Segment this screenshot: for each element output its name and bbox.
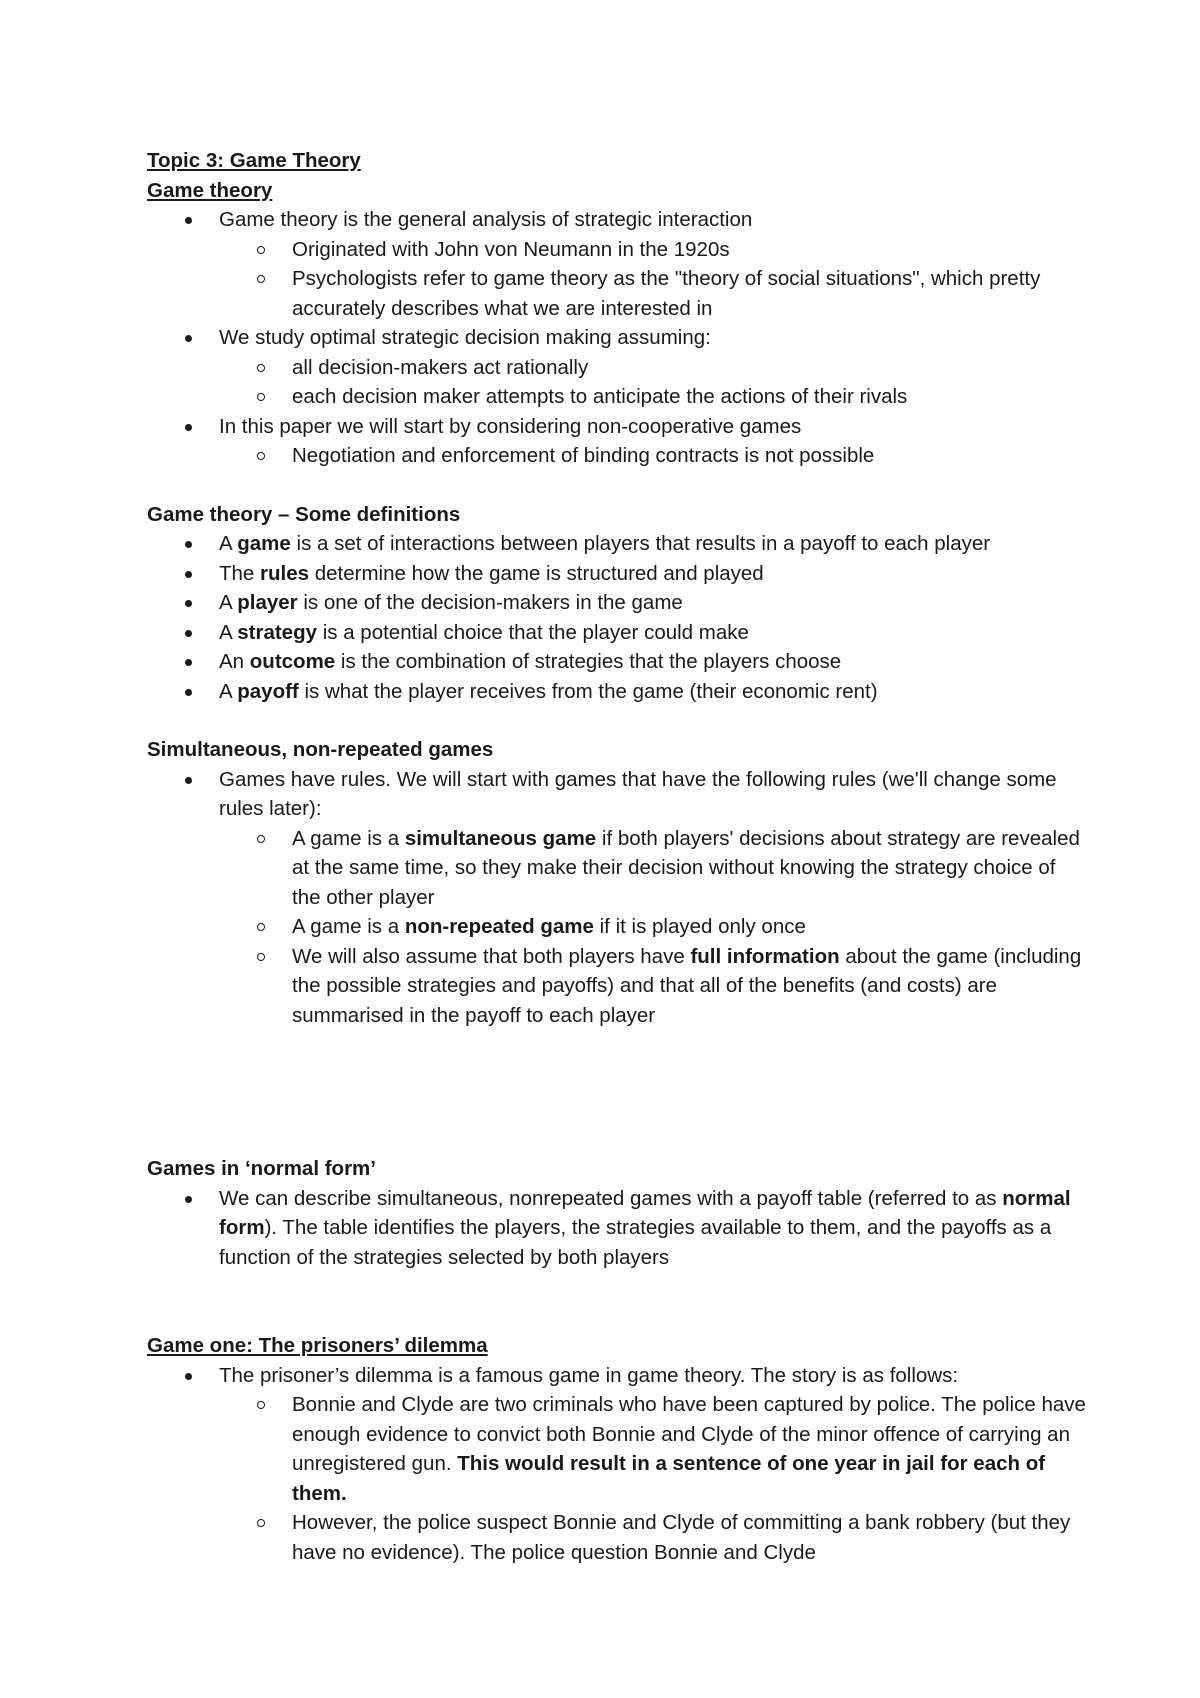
bullet-list	[147, 1184, 1087, 1273]
section-heading-simultaneous: Simultaneous, non-repeated games	[147, 738, 494, 761]
list-item: each decision maker attempts to anticipate the actions of their rivals	[219, 382, 1087, 412]
term: rules	[260, 561, 310, 585]
definition-rules: The rules determine how the game is structured and played	[147, 559, 1087, 589]
list-item: A game is a simultaneous game if both players' decisions about strategy are revealed at the same time, so they make their decision without knowing the strategy choice of the other player	[219, 824, 1087, 913]
sub-bullet-list	[219, 353, 1087, 412]
term: game	[237, 532, 291, 555]
term: strategy	[237, 620, 318, 644]
bullet-list	[147, 529, 1087, 706]
document-page	[147, 146, 1087, 1567]
list-item: all decision-makers act rationally	[219, 353, 1087, 383]
list-item: The prisoner’s dilemma is a famous game in game theory. The story is as follows: Bonnie and Clyde are two criminals who have been captured by police. The police have enough evidence to convict both Bonnie and Clyde of the minor offence of carrying an unregistered gun. This would result in a sentence of one year in jail for each of them. However, the police suspect Bonnie and Clyde of committing a bank robbery (but they have no evidence). The police question Bonnie and Clyde	[147, 1361, 1087, 1568]
bullet-list	[147, 205, 1087, 471]
list-item: In this paper we will start by considering non-cooperative games Negotiation and enforcement of binding contracts is not possible	[147, 412, 1087, 471]
list-item: However, the police suspect Bonnie and Clyde of committing a bank robbery (but they have no evidence). The police question Bonnie and Clyde	[219, 1508, 1087, 1567]
term: normal form	[219, 1186, 1071, 1239]
term: This would result in a sentence of one year in jail for each of them.	[292, 1452, 1046, 1505]
section-heading-prisoners-dilemma: Game one: The prisoners’ dilemma	[147, 1334, 488, 1357]
list-item: Game theory is the general analysis of strategic interaction Originated with John von Neumann in the 1920s Psychologists refer to game theory as the "theory of social situations", which pretty accurately describes what we are interested in	[147, 205, 1087, 323]
term: player	[237, 591, 298, 614]
definition-payoff: A payoff is what the player receives from the game (their economic rent)	[147, 677, 1087, 707]
sub-bullet-list	[219, 235, 1087, 324]
list-item: Games have rules. We will start with games that have the following rules (we'll change some rules later): A game is a simultaneous game if both players' decisions about strategy are revealed at the same time, so they make their decision without knowing the strategy choice of the other player A game is a non-repeated game if it is played only once We will also assume that both players have full information about the game (including the possible strategies and payoffs) and that all of the benefits (and costs) are summarised in the payoff to each player	[147, 765, 1087, 1031]
definition-outcome: An outcome is the combination of strategies that the players choose	[147, 647, 1087, 677]
term: non-repeated game	[404, 915, 594, 938]
list-item: We study optimal strategic decision making assuming: all decision-makers act rationally each decision maker attempts to anticipate the actions of their rivals	[147, 323, 1087, 412]
term: full information	[690, 944, 840, 968]
section-heading-normal-form: Games in ‘normal form’	[147, 1157, 376, 1180]
sub-bullet-list	[219, 1390, 1087, 1567]
term: outcome	[249, 650, 336, 673]
list-item: Psychologists refer to game theory as the "theory of social situations", which pretty accurately describes what we are interested in	[219, 264, 1087, 323]
list-item: A game is a non-repeated game if it is played only once	[219, 912, 1087, 942]
definition-player: A player is one of the decision-makers in the game	[147, 588, 1087, 618]
definition-strategy: A strategy is a potential choice that the player could make	[147, 618, 1087, 648]
bullet-list	[147, 1361, 1087, 1568]
section-heading-definitions: Game theory – Some definitions	[147, 502, 461, 526]
bullet-list	[147, 765, 1087, 1031]
sub-bullet-list	[219, 824, 1087, 1031]
section-heading-game-theory: Game theory	[147, 178, 273, 202]
list-item: We will also assume that both players have full information about the game (including the possible strategies and payoffs) and that all of the benefits (and costs) are summarised in the payoff to each player	[219, 942, 1087, 1031]
sub-bullet-list	[219, 441, 1087, 471]
list-item: We can describe simultaneous, nonrepeated games with a payoff table (referred to as normal form). The table identifies the players, the strategies available to them, and the payoffs as a function of the strategies selected by both players	[147, 1184, 1087, 1273]
term: payoff	[237, 679, 299, 703]
list-item: Bonnie and Clyde are two criminals who have been captured by police. The police have enough evidence to convict both Bonnie and Clyde of the minor offence of carrying an unregistered gun. This would result in a sentence of one year in jail for each of them.	[219, 1390, 1087, 1508]
definition-game: A game is a set of interactions between players that results in a payoff to each player	[147, 529, 1087, 559]
list-item: Negotiation and enforcement of binding contracts is not possible	[219, 441, 1087, 471]
list-item: Originated with John von Neumann in the 1920s	[219, 235, 1087, 265]
term: simultaneous game	[404, 826, 597, 850]
topic-title: Topic 3: Game Theory	[147, 149, 361, 172]
